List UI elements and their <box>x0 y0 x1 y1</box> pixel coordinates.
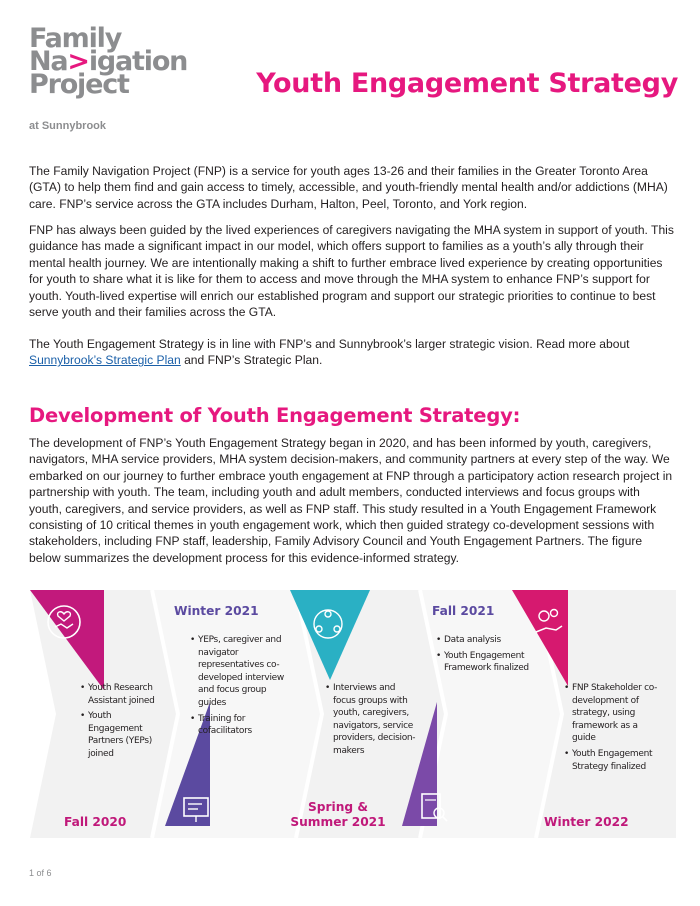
stage-5-bullet: • FNP Stakeholder co-development of strategy, using framework as a guide <box>564 682 658 745</box>
stage-1-bullet: • Youth Research Assistant joined <box>80 682 168 707</box>
stage-2-bullet: • YEPs, caregiver and navigator representatives co-developed interview and focus group guides <box>190 634 290 710</box>
stage-3-bullet: • Interviews and focus groups with youth, caregivers, navigators, service providers, decision-makers <box>325 682 417 758</box>
stage-4-bullet: • Youth Engagement Framework finalized <box>436 650 532 675</box>
stage-2-bullets <box>190 634 290 741</box>
p3-text-after: and FNP’s Strategic Plan. <box>180 353 323 368</box>
development-timeline <box>0 590 700 850</box>
people-network-icon <box>308 604 348 644</box>
strategic-plan-link[interactable]: Sunnybrook’s Strategic Plan <box>29 353 181 368</box>
intro-paragraph-2: FNP has always been guided by the lived experiences of caregivers navigating the MHA system in support of youth. This guidance has made a significant impact in our model, which offers support to families as a youth’s ally through their mental health journey. We are intentionally making a shift to further embrace lived experience by creating opportunities for youth to share what it is like for them to access and move through the MHA system to enhance FNP’s support for youth. Youth-lived expertise will enrich our established program and support our strategic priorities to continue to best serve youth and their families across the GTA. <box>29 223 674 320</box>
document-magnifier-icon <box>412 786 452 826</box>
stage-3-title-line-1: Spring & <box>308 800 368 814</box>
logo-igation: igation <box>88 46 188 77</box>
intro-paragraph-1: The Family Navigation Project (FNP) is a service for youth ages 13-26 and their families in the Greater Toronto Area (GTA) to help them find and gain access to timely, accessible, and youth-friendly mental health and/or addictions (MHA) care. FNP’s service across the GTA includes Durham, Halton, Peel, Toronto, and York region. <box>29 164 668 211</box>
stage-3-title <box>288 800 388 830</box>
stage-2-title: Winter 2021 <box>174 604 259 618</box>
stage-1-bullet: • Youth Engagement Partners (YEPs) joined <box>80 710 168 760</box>
hand-gears-icon <box>528 602 568 642</box>
stage-1-bullets <box>80 682 168 764</box>
stage-5-title: Winter 2022 <box>544 815 629 829</box>
document-title: Youth Engagement Strategy <box>256 68 678 99</box>
stage-4-bullet: • Data analysis <box>436 634 532 647</box>
logo-arrow: > <box>67 46 89 77</box>
development-paragraph: The development of FNP’s Youth Engagement Strategy began in 2020, and has been informed by youth, caregivers, navigators, MHA service providers, MHA system decision-makers, and community partners at every step of the way. We embarked on our journey to further embrace youth engagement at FNP through a participatory action research project in partnership with youth. The team, including youth and adult members, conducted interviews and focus groups with youth, caregivers, and service providers, as well as FNP staff. This study resulted in a Youth Engagement Framework consisting of 10 critical themes in youth engagement work, which then guided strategy co-development sessions with stakeholders, including FNP staff, leadership, Family Advisory Council and Youth Engagement Partners. The figure below summarizes the development process for this evidence-informed strategy. <box>29 436 673 565</box>
stage-3-bullets <box>325 682 417 761</box>
logo-line-project: Project <box>29 69 129 100</box>
logo-line-family: Family <box>29 23 122 54</box>
section-heading: Development of Youth Engagement Strategy: <box>29 404 521 427</box>
logo-subtitle: at Sunnybrook <box>29 120 107 132</box>
page-number: 1 of 6 <box>29 868 52 878</box>
intro-paragraph-3 <box>29 336 674 369</box>
stage-1-title: Fall 2020 <box>64 815 127 829</box>
stage-5-bullet: • Youth Engagement Strategy finalized <box>564 748 658 773</box>
stage-4-bullets <box>436 634 532 678</box>
presentation-board-icon <box>176 790 216 830</box>
stage-2-bullet: • Training for cofacilitators <box>190 713 290 738</box>
fnp-logo <box>29 23 199 100</box>
handshake-heart-icon <box>44 602 84 642</box>
stage-4-title: Fall 2021 <box>432 604 495 618</box>
stage-3-title-line-2: Summer 2021 <box>290 815 386 829</box>
p3-text-before: The Youth Engagement Strategy is in line with FNP’s and Sunnybrook’s larger strategic vision. Read more about <box>29 337 630 351</box>
logo-na: Na <box>29 46 68 77</box>
stage-5-bullets <box>564 682 658 776</box>
